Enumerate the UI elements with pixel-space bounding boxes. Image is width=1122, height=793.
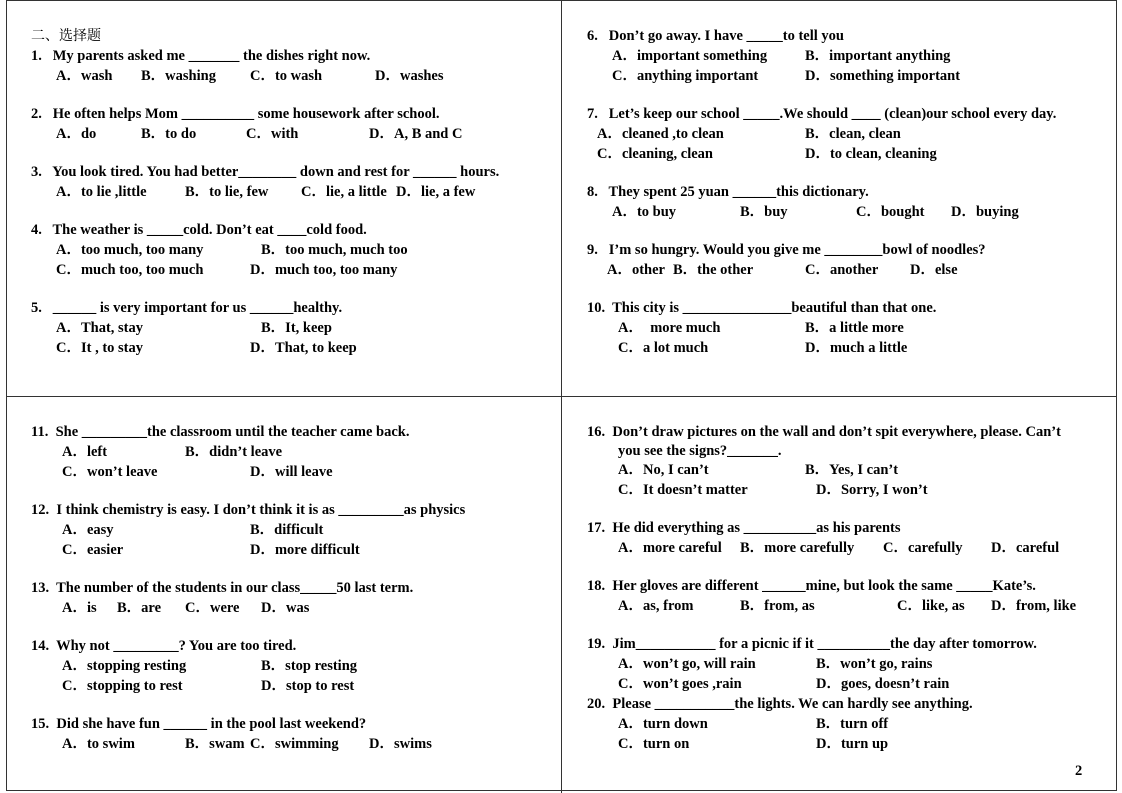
question-stem: 19. Jim___________ for a picnic if it __________the day after tomorrow.: [587, 636, 1037, 652]
question-stem: 10. This city is _______________beautiful than that one.: [587, 300, 937, 316]
option-b: B．clean, clean: [805, 126, 901, 142]
option-a: A．stopping resting: [62, 658, 187, 674]
option-a: A．do: [56, 126, 97, 142]
question-stem: 4. The weather is _____cold. Don’t eat ____cold food.: [31, 222, 367, 238]
option-d: D．to clean, cleaning: [805, 146, 937, 162]
question-stem: 20. Please ___________the lights. We can hardly see anything.: [587, 696, 973, 712]
option-c: C．It , to stay: [56, 340, 143, 356]
option-a: A．cleaned ,to clean: [597, 126, 724, 142]
option-b: B．difficult: [250, 522, 324, 538]
option-d: D．buying: [951, 204, 1019, 220]
option-c: C．another: [805, 262, 879, 278]
question-stem: 15. Did she have fun ______ in the pool last weekend?: [31, 716, 367, 732]
option-c: C．like, as: [897, 598, 965, 614]
option-d: D．That, to keep: [250, 340, 357, 356]
question-stem: 12. I think chemistry is easy. I don’t think it is as _________as physics: [31, 502, 466, 518]
option-a: A．turn down: [618, 716, 708, 732]
option-a: A． more much: [618, 320, 721, 336]
option-b: B．too much, much too: [261, 242, 408, 258]
option-b: B．the other: [673, 262, 754, 278]
question-stem: 2. He often helps Mom __________ some housework after school.: [31, 106, 440, 122]
question-stem: 13. The number of the students in our class_____50 last term.: [31, 580, 414, 596]
option-b: B．washing: [141, 68, 216, 84]
option-a: A．That, stay: [56, 320, 144, 336]
option-c: C．stopping to rest: [62, 678, 183, 694]
question-stem-continued: you see the signs?_______.: [618, 443, 782, 459]
option-d: D．A, B and C: [369, 126, 463, 142]
option-a: A．is: [62, 600, 97, 616]
option-a: A．other: [607, 262, 665, 278]
option-c: C．won’t goes ,rain: [618, 676, 742, 692]
option-c: C．a lot much: [618, 340, 709, 356]
option-a: A．to lie ,little: [56, 184, 147, 200]
option-d: D．will leave: [250, 464, 333, 480]
option-b: B．turn off: [816, 716, 889, 732]
option-c: C．easier: [62, 542, 124, 558]
question-stem: 16. Don’t draw pictures on the wall and don’t spit everywhere, please. Can’t: [587, 424, 1061, 440]
option-d: D．lie, a few: [396, 184, 476, 200]
option-c: C．won’t leave: [62, 464, 158, 480]
question-stem: 1. My parents asked me _______ the dishes right now.: [31, 48, 371, 64]
option-c: C．lie, a little: [301, 184, 387, 200]
option-a: A．to buy: [612, 204, 677, 220]
option-a: A．too much, too many: [56, 242, 204, 258]
option-b: B．are: [117, 600, 162, 616]
option-b: B．swam: [185, 736, 245, 752]
option-c: C．to wash: [250, 68, 323, 84]
option-c: C．were: [185, 600, 240, 616]
option-b: B．didn’t leave: [185, 444, 283, 460]
option-a: A．easy: [62, 522, 114, 538]
option-a: A．more careful: [618, 540, 722, 556]
option-c: C．turn on: [618, 736, 690, 752]
option-a: A．wash: [56, 68, 113, 84]
option-b: B．buy: [740, 204, 788, 220]
option-b: B．more carefully: [740, 540, 855, 556]
option-d: D．something important: [805, 68, 961, 84]
option-b: B．important anything: [805, 48, 951, 64]
option-d: D．more difficult: [250, 542, 360, 558]
option-b: B．stop resting: [261, 658, 358, 674]
section-title: 二、选择题: [31, 28, 101, 44]
option-a: A．won’t go, will rain: [618, 656, 756, 672]
option-b: B．Yes, I can’t: [805, 462, 899, 478]
option-c: C．bought: [856, 204, 925, 220]
option-d: D．stop to rest: [261, 678, 355, 694]
question-stem: 7. Let’s keep our school _____.We should ____ (clean)our school every day.: [587, 106, 1057, 122]
option-b: B．to lie, few: [185, 184, 269, 200]
option-c: C．It doesn’t matter: [618, 482, 748, 498]
question-stem: 5. ______ is very important for us ______healthy.: [31, 300, 343, 316]
option-b: B．from, as: [740, 598, 815, 614]
option-b: B．to do: [141, 126, 197, 142]
horizontal-divider: [6, 396, 1117, 397]
option-a: A．to swim: [62, 736, 135, 752]
question-stem: 17. He did everything as __________as his parents: [587, 520, 901, 536]
option-c: C．cleaning, clean: [597, 146, 713, 162]
option-b: B．won’t go, rains: [816, 656, 933, 672]
option-b: B．a little more: [805, 320, 904, 336]
option-d: D．careful: [991, 540, 1060, 556]
question-stem: 18. Her gloves are different ______mine, but look the same _____Kate’s.: [587, 578, 1036, 594]
option-c: C．much too, too much: [56, 262, 204, 278]
option-c: C．swimming: [250, 736, 339, 752]
option-d: D．swims: [369, 736, 432, 752]
option-d: D．much too, too many: [250, 262, 398, 278]
option-a: A．No, I can’t: [618, 462, 709, 478]
question-stem: 11. She _________the classroom until the teacher came back.: [31, 424, 410, 440]
question-stem: 9. I’m so hungry. Would you give me ________bowl of noodles?: [587, 242, 986, 258]
option-b: B．It, keep: [261, 320, 332, 336]
question-stem: 3. You look tired. You had better________ down and rest for ______ hours.: [31, 164, 500, 180]
option-c: C．with: [246, 126, 299, 142]
option-d: D．washes: [375, 68, 444, 84]
option-c: C．anything important: [612, 68, 759, 84]
question-stem: 8. They spent 25 yuan ______this dictionary.: [587, 184, 869, 200]
question-stem: 6. Don’t go away. I have _____to tell you: [587, 28, 844, 44]
option-d: D．much a little: [805, 340, 908, 356]
question-stem: 14. Why not _________? You are too tired.: [31, 638, 297, 654]
option-a: A．left: [62, 444, 108, 460]
option-d: D．else: [910, 262, 958, 278]
option-d: D．turn up: [816, 736, 889, 752]
option-d: D．Sorry, I won’t: [816, 482, 928, 498]
option-d: D．was: [261, 600, 310, 616]
option-a: A．important something: [612, 48, 768, 64]
option-d: D．goes, doesn’t rain: [816, 676, 950, 692]
option-d: D．from, like: [991, 598, 1077, 614]
page-number: 2: [1075, 763, 1083, 779]
option-a: A．as, from: [618, 598, 694, 614]
option-c: C．carefully: [883, 540, 963, 556]
